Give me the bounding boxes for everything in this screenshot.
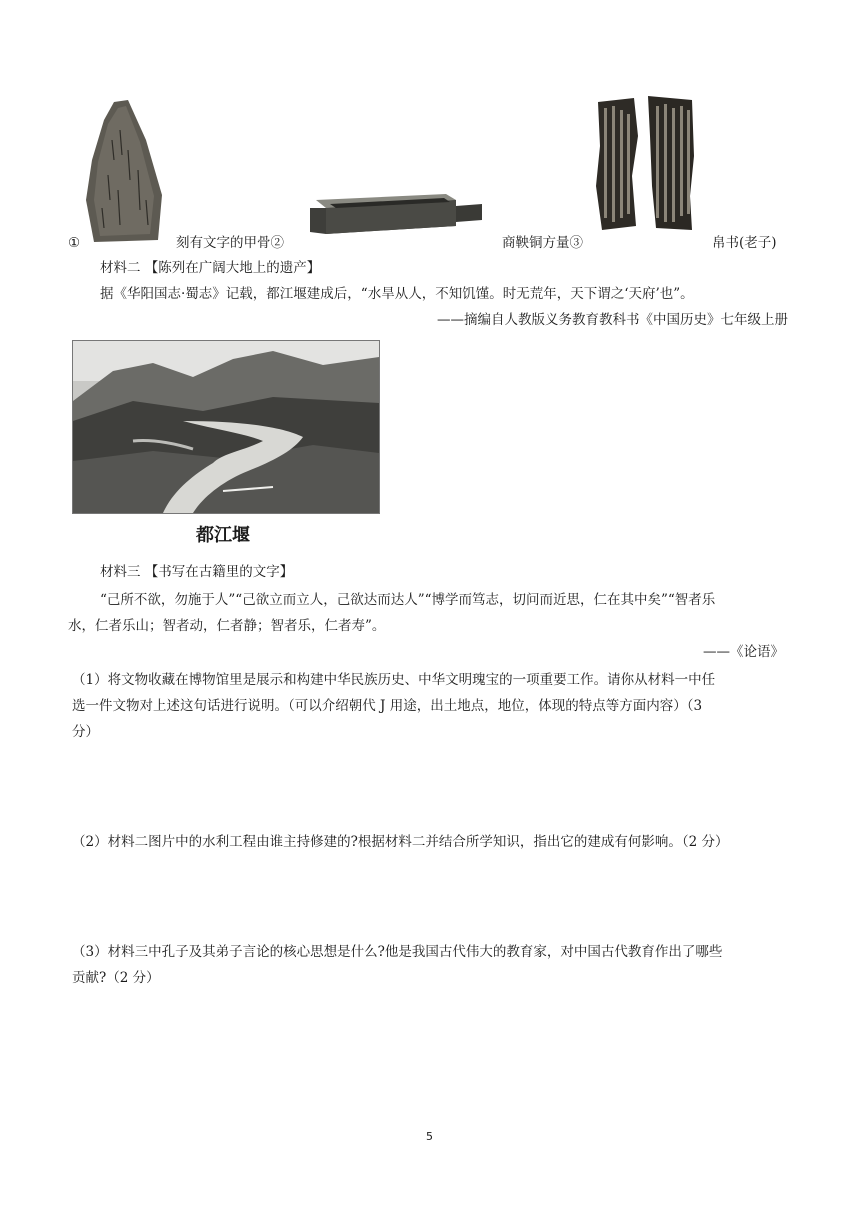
dujiangyan-photo bbox=[72, 340, 380, 514]
artifact3-label: 帛书(老子) bbox=[712, 235, 777, 251]
material2-heading: 材料二 【陈列在广阔大地上的遗产】 bbox=[100, 260, 321, 276]
material3-body-line2: 水，仁者乐山；智者动，仁者静；智者乐，仁者寿”。 bbox=[68, 618, 386, 634]
bronze-measure-image bbox=[306, 190, 484, 236]
material3-heading: 材料三 【书写在古籍里的文字】 bbox=[100, 564, 294, 580]
artifact1-marker: ① bbox=[68, 235, 81, 251]
question3-line1: （3）材料三中孔子及其弟子言论的核心思想是什么?他是我国古代伟大的教育家，对中国古代教育作出了哪些 bbox=[72, 944, 723, 960]
material3-source: ——《论语》 bbox=[703, 644, 784, 660]
question2: （2）材料二图片中的水利工程由谁主持修建的?根据材料二并结合所学知识，指出它的建成有何影响。（2 分） bbox=[72, 834, 729, 850]
question3-line2: 贡献?（2 分） bbox=[72, 970, 160, 986]
material3-body-line1: “己所不欲，勿施于人”“己欲立而立人，己欲达而达人”“博学而笃志，切问而近思，仁在其中矣”“智者乐 bbox=[100, 592, 716, 608]
silk-manuscript-image bbox=[594, 96, 696, 232]
oracle-bone-image bbox=[84, 100, 164, 245]
material2-source: ——摘编自人教版义务教育教科书《中国历史》七年级上册 bbox=[437, 312, 788, 328]
artifact1-label: 刻有文字的甲骨② bbox=[176, 235, 284, 251]
material2-body: 据《华阳国志·蜀志》记载，都江堰建成后，“水旱从人，不知饥馑。时无荒年，天下谓之‘天府’也”。 bbox=[100, 286, 694, 302]
question1-line3: 分） bbox=[72, 724, 99, 740]
question1-line2: 选一件文物对上述这句话进行说明。（可以介绍朝代 J 用途，出土地点，地位，体现的特点等方面内容）（3 bbox=[72, 698, 703, 714]
dujiangyan-caption: 都江堰 bbox=[196, 525, 250, 546]
artifact2-label: 商鞅铜方量③ bbox=[502, 235, 583, 251]
page-number: 5 bbox=[426, 1130, 433, 1143]
question1-line1: （1）将文物收藏在博物馆里是展示和构建中华民族历史、中华文明瑰宝的一项重要工作。请你从材料一中任 bbox=[72, 672, 716, 688]
